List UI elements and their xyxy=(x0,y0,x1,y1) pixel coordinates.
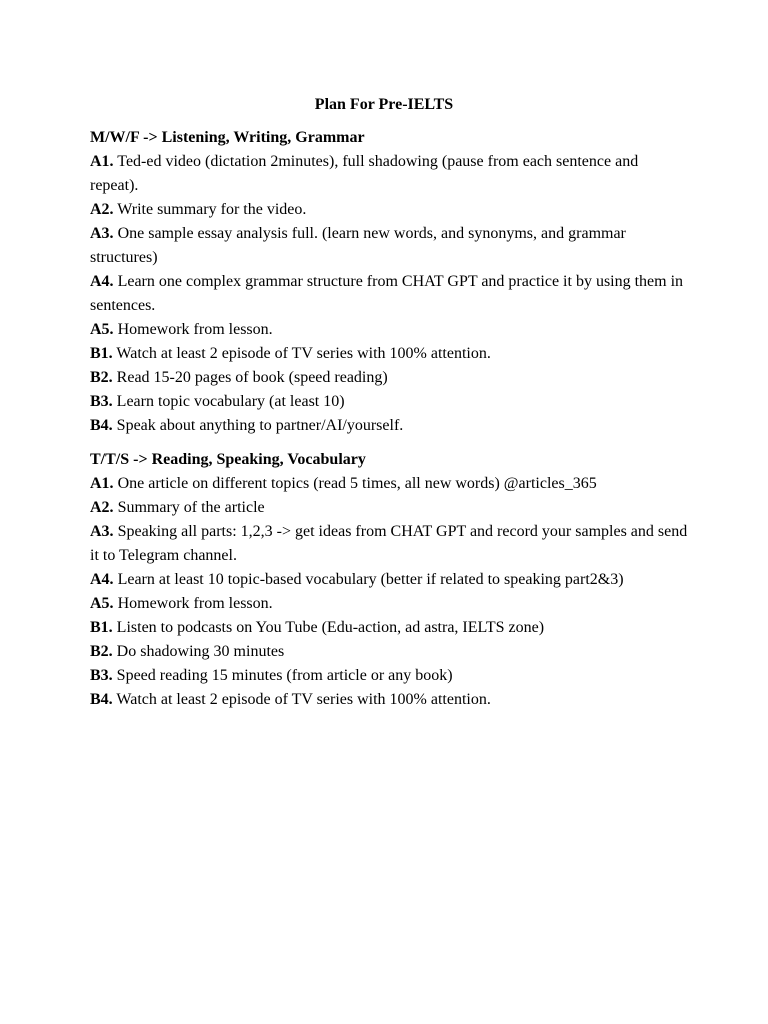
task-item xyxy=(90,390,690,414)
task-code: A3. xyxy=(90,523,114,540)
task-code: B1. xyxy=(90,345,113,362)
section-heading: M/W/F -> Listening, Writing, Grammar xyxy=(90,129,365,146)
task-text: Watch at least 2 episode of TV series with 100% attention. xyxy=(116,691,491,708)
task-text: Write summary for the video. xyxy=(117,201,307,218)
task-code: B1. xyxy=(90,619,113,636)
task-code: A2. xyxy=(90,201,114,218)
task-code: A4. xyxy=(90,273,114,290)
section-mwf xyxy=(90,126,690,438)
task-code: A1. xyxy=(90,475,114,492)
task-text: Do shadowing 30 minutes xyxy=(116,643,285,660)
document-title: Plan For Pre-IELTS xyxy=(314,96,454,113)
task-item xyxy=(90,198,690,222)
task-text: Ted-ed video (dictation 2minutes), full shadowing (pause from each sentence and repeat). xyxy=(90,153,639,194)
task-code: B2. xyxy=(90,369,113,386)
task-item xyxy=(90,414,690,438)
task-text: One article on different topics (read 5 times, all new words) @articles_365 xyxy=(117,475,597,492)
task-item xyxy=(90,270,690,318)
task-item xyxy=(90,366,690,390)
task-text: One sample essay analysis full. (learn new words, and synonyms, and grammar structures) xyxy=(90,225,626,266)
task-item xyxy=(90,520,690,568)
task-code: A1. xyxy=(90,153,114,170)
task-text: Homework from lesson. xyxy=(117,595,273,612)
task-item xyxy=(90,568,690,592)
task-text: Homework from lesson. xyxy=(117,321,273,338)
task-item xyxy=(90,318,690,342)
task-code: B3. xyxy=(90,667,113,684)
task-list xyxy=(90,150,690,438)
section-heading: T/T/S -> Reading, Speaking, Vocabulary xyxy=(90,451,366,468)
task-code: A3. xyxy=(90,225,114,242)
task-list xyxy=(90,472,690,712)
section-tts xyxy=(90,448,690,712)
task-item xyxy=(90,640,690,664)
task-item xyxy=(90,496,690,520)
task-item xyxy=(90,150,690,198)
task-item xyxy=(90,616,690,640)
task-item xyxy=(90,688,690,712)
task-text: Speed reading 15 minutes (from article or any book) xyxy=(116,667,453,684)
task-item xyxy=(90,222,690,270)
task-item xyxy=(90,472,690,496)
task-item xyxy=(90,664,690,688)
task-code: B3. xyxy=(90,393,113,410)
task-text: Speak about anything to partner/AI/yourself. xyxy=(116,417,404,434)
task-code: A5. xyxy=(90,595,114,612)
task-text: Learn one complex grammar structure from CHAT GPT and practice it by using them in sentences. xyxy=(90,273,684,314)
task-text: Learn topic vocabulary (at least 10) xyxy=(116,393,345,410)
task-text: Listen to podcasts on You Tube (Edu-action, ad astra, IELTS zone) xyxy=(116,619,545,636)
task-text: Learn at least 10 topic-based vocabulary (better if related to speaking part2&3) xyxy=(117,571,624,588)
task-code: B4. xyxy=(90,417,113,434)
task-code: B2. xyxy=(90,643,113,660)
task-text: Watch at least 2 episode of TV series with 100% attention. xyxy=(116,345,491,362)
task-text: Summary of the article xyxy=(117,499,265,516)
task-text: Read 15-20 pages of book (speed reading) xyxy=(116,369,388,386)
task-item xyxy=(90,592,690,616)
task-code: A4. xyxy=(90,571,114,588)
task-item xyxy=(90,342,690,366)
task-code: A2. xyxy=(90,499,114,516)
task-code: A5. xyxy=(90,321,114,338)
task-text: Speaking all parts: 1,2,3 -> get ideas from CHAT GPT and record your samples and send it to Telegram channel. xyxy=(90,523,688,564)
task-code: B4. xyxy=(90,691,113,708)
